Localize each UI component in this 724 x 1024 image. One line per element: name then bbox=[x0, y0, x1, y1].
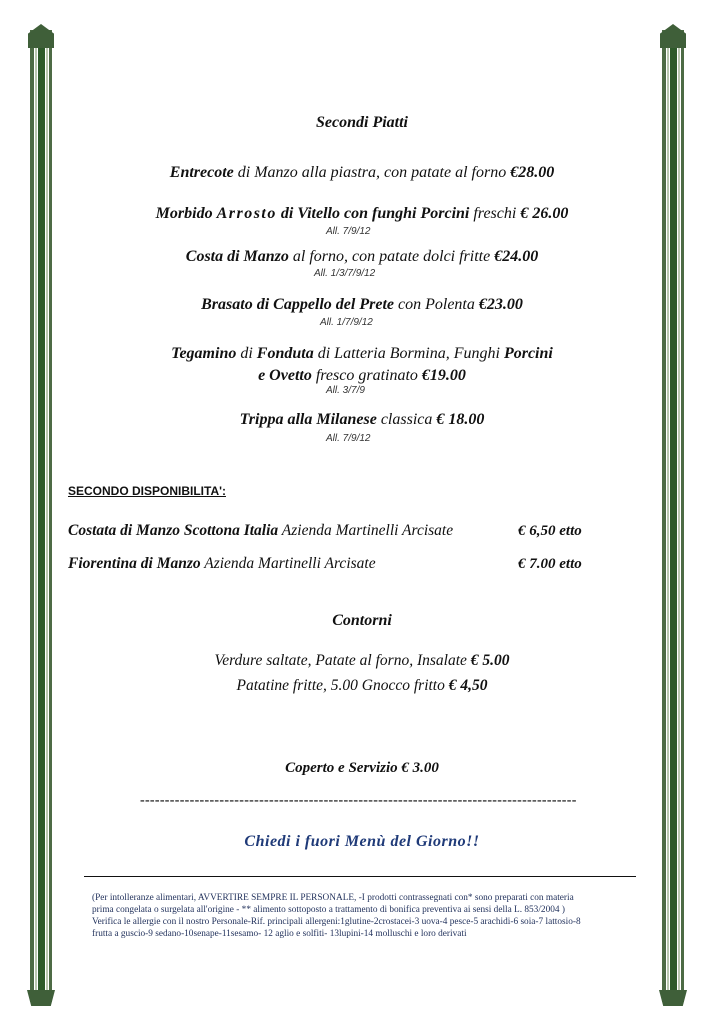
item-name: Fiorentina di Manzo bbox=[68, 555, 201, 572]
dish-ingredient: Porcini bbox=[503, 345, 553, 362]
page-title: Secondi Piatti bbox=[316, 114, 408, 131]
divider-line bbox=[84, 876, 636, 877]
dish-price: €23.00 bbox=[478, 296, 523, 313]
side-price: € 5.00 bbox=[470, 652, 510, 669]
dish-name-highlight: Arrosto bbox=[216, 205, 277, 222]
menu-item bbox=[0, 345, 724, 363]
contorni-line bbox=[0, 677, 724, 695]
item-description: Azienda Martinelli Arcisate bbox=[200, 555, 376, 572]
dish-price: €28.00 bbox=[510, 164, 555, 181]
daily-specials-note: Chiedi i fuori Menù del Giorno!! bbox=[244, 833, 480, 850]
contorni-line bbox=[0, 652, 724, 670]
allergen-codes: All. 7/9/12 bbox=[326, 226, 371, 237]
column-base-ornament bbox=[27, 990, 55, 1006]
item-name: Costata di Manzo Scottona Italia bbox=[68, 522, 279, 539]
column-base-ornament bbox=[659, 990, 687, 1006]
allergen-codes: All. 3/7/9 bbox=[326, 385, 365, 396]
dish-description: al forno, con patate dolci fritte bbox=[288, 248, 495, 265]
dish-price: €19.00 bbox=[421, 367, 466, 384]
side-dishes: Verdure saltate, Patate al forno, Insalate bbox=[214, 652, 471, 669]
item-description: Azienda Martinelli Arcisate bbox=[278, 522, 454, 539]
allergen-codes: All. 7/9/12 bbox=[326, 433, 371, 444]
dish-description: classica bbox=[376, 411, 437, 428]
column-top-ornament bbox=[28, 24, 54, 48]
dish-price: € 26.00 bbox=[520, 205, 569, 222]
cover-charge: Coperto e Servizio € 3.00 bbox=[285, 760, 439, 776]
menu-item bbox=[0, 164, 724, 182]
dish-description: fresco gratinato bbox=[311, 367, 422, 384]
allergy-footnote bbox=[92, 892, 632, 940]
dish-name-rest: di Vitello con funghi Porcini bbox=[276, 205, 470, 222]
dish-name: Brasato di Cappello del Prete bbox=[201, 296, 394, 313]
footnote-line: (Per intolleranze alimentari, AVVERTIRE SEMPRE IL PERSONALE, -I prodotti contrassegnati con* sono preparati con materia bbox=[92, 893, 574, 903]
contorni-heading: Contorni bbox=[332, 612, 392, 629]
menu-item bbox=[0, 296, 724, 314]
item-price: € 6,50 etto bbox=[518, 523, 582, 539]
dish-description: freschi bbox=[469, 205, 521, 222]
dish-description: di bbox=[236, 345, 257, 362]
dish-name: Morbido bbox=[155, 205, 213, 222]
menu-item-line2 bbox=[0, 367, 724, 385]
dish-name: Trippa alla Milanese bbox=[239, 411, 377, 428]
dish-ingredient: Fonduta bbox=[256, 345, 314, 362]
dish-name: Entrecote bbox=[169, 164, 234, 181]
left-border-column bbox=[30, 0, 60, 1024]
dish-description: con Polenta bbox=[394, 296, 479, 313]
side-price: € 4,50 bbox=[448, 677, 488, 694]
menu-item bbox=[0, 248, 724, 266]
footnote-line: Verifica le allergie con il nostro Personale-Rif. principali allergeni:1glutine-2crostacei-3 uova-4 pesce-5 arachidi-6 soia-7 lattosio-8 bbox=[92, 917, 581, 927]
right-border-column bbox=[662, 0, 692, 1024]
availability-item bbox=[68, 555, 376, 573]
dish-price: € 18.00 bbox=[436, 411, 485, 428]
allergen-codes: All. 1/7/9/12 bbox=[320, 317, 373, 328]
item-price: € 7.00 etto bbox=[518, 556, 582, 572]
side-dishes: Patatine fritte, 5.00 Gnocco fritto bbox=[236, 677, 449, 694]
dashed-separator: ---------------------------------------------------------------------------------------- bbox=[140, 793, 577, 808]
dish-name: Tegamino bbox=[171, 345, 237, 362]
dish-price: €24.00 bbox=[494, 248, 539, 265]
menu-item bbox=[0, 411, 724, 429]
column-top-ornament bbox=[660, 24, 686, 48]
footnote-line: frutta a guscio-9 sedano-10senape-11sesamo- 12 aglio e solfiti- 13lupini-14 molluschi e loro derivati bbox=[92, 929, 467, 939]
menu-item bbox=[0, 205, 724, 223]
allergen-codes: All. 1/3/7/9/12 bbox=[314, 268, 376, 279]
dish-ingredient: e Ovetto bbox=[258, 367, 312, 384]
footnote-line: prima congelata o surgelata all'origine - ** alimento sottoposto a trattamento di bonifica preventiva ai sensi della L. 853/2004 ) bbox=[92, 905, 565, 915]
dish-name: Costa di Manzo bbox=[185, 248, 289, 265]
availability-item bbox=[68, 522, 453, 540]
availability-heading: SECONDO DISPONIBILITA': bbox=[68, 484, 226, 498]
dish-description: di Manzo alla piastra, con patate al forno bbox=[233, 164, 511, 181]
dish-description: di Latteria Bormina, Funghi bbox=[313, 345, 504, 362]
